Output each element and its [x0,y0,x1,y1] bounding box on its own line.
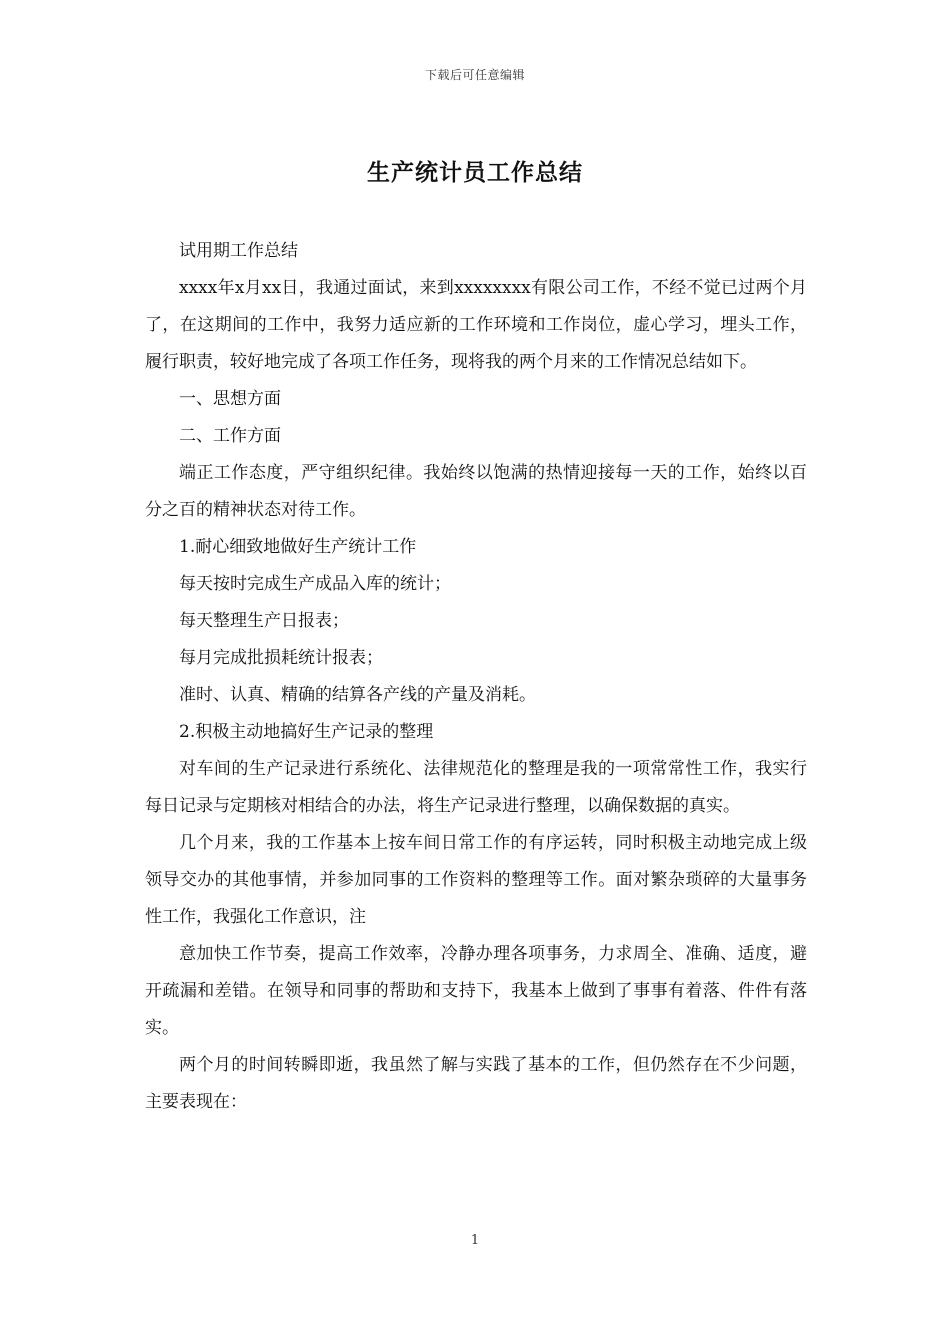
page-number: 1 [470,1233,480,1248]
paragraph: 对车间的生产记录进行系统化、法律规范化的整理是我的一项常常性工作，我实行每日记录与定期核对相结合的办法，将生产记录进行整理，以确保数据的真实。 [145,759,807,816]
paragraph: 二、工作方面 [179,426,281,446]
paragraph: 两个月的时间转瞬即逝，我虽然了解与实践了基本的工作，但仍然存在不少问题，主要表现在： [145,1055,807,1112]
paragraph: 每月完成批损耗统计报表； [179,648,383,668]
header-note: 下载后可任意编辑 [424,68,525,82]
paragraph: 2.积极主动地搞好生产记录的整理 [179,722,434,742]
paragraph: 试用期工作总结 [179,241,298,261]
document-body [145,233,807,1121]
paragraph: 每天整理生产日报表； [179,611,349,631]
paragraph: 端正工作态度，严守组织纪律。我始终以饱满的热情迎接每一天的工作，始终以百分之百的精神状态对待工作。 [145,463,807,520]
paragraph: 一、思想方面 [179,389,281,409]
paragraph: 几个月来，我的工作基本上按车间日常工作的有序运转，同时积极主动地完成上级领导交办的其他事情，并参加同事的工作资料的整理等工作。面对繁杂琐碎的大量事务性工作，我强化工作意识，注 [145,833,807,927]
paragraph: 1.耐心细致地做好生产统计工作 [179,537,417,557]
paragraph: 准时、认真、精确的结算各产线的产量及消耗。 [179,685,536,705]
document-title: 生产统计员工作总结 [367,159,583,186]
paragraph: 每天按时完成生产成品入库的统计； [179,574,451,594]
paragraph: 意加快工作节奏，提高工作效率，冷静办理各项事务，力求周全、准确、适度，避开疏漏和差错。在领导和同事的帮助和支持下，我基本上做到了事事有着落、件件有落实。 [145,944,807,1038]
paragraph: xxxx年x月xx日，我通过面试，来到xxxxxxxx有限公司工作，不经不觉已过两个月了，在这期间的工作中，我努力适应新的工作环境和工作岗位，虚心学习，埋头工作，履行职责，较好地完成了各项工作任务，现将我的两个月来的工作情况总结如下。 [145,278,807,372]
